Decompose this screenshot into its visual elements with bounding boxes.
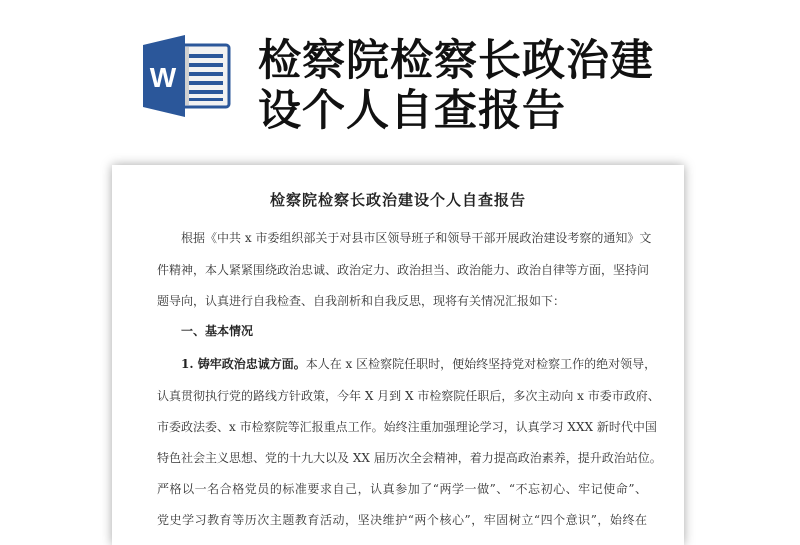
document-page [112, 165, 684, 545]
section-heading: 一、基本情况 [181, 324, 254, 338]
page-title-line-1: 检察院检察长政治建 [258, 36, 654, 86]
paragraph-line: 认真贯彻执行党的路线方针政策，今年 X 月到 X 市检察院任职后，多次主动向 x 市委市政府、 [157, 389, 660, 403]
paragraph-line: 根据《中共 x 市委组织部关于对县市区领导班子和领导干部开展政治建设考察的通知》文 [181, 231, 652, 245]
paragraph-line: 件精神，本人紧紧围绕政治忠诚、政治定力、政治担当、政治能力、政治自律等方面，坚持问 [157, 263, 650, 277]
paragraph-line: 市委政法委、x 市检察院等汇报重点工作。始终注重加强理论学习，认真学习 XXX 新时代中国 [157, 420, 657, 434]
svg-text:W: W [149, 62, 177, 93]
page-title-line-2: 设个人自查报告 [258, 86, 566, 136]
paragraph-line: 题导向，认真进行自我检查、自我剖析和自我反思，现将有关情况汇报如下： [157, 294, 566, 308]
word-icon [143, 35, 231, 117]
paragraph-line: 特色社会主义思想、党的十九大以及 XX 届历次全会精神，着力提高政治素养，提升政治站位。 [157, 451, 662, 465]
paragraph-line [181, 355, 657, 373]
subsection-heading: 1. 铸牢政治忠诚方面。 [181, 357, 306, 371]
page-title [258, 36, 718, 136]
paragraph-line: 严格以一名合格党员的标准要求自己，认真参加了“两学一做”、“不忘初心、牢记使命”、 [157, 482, 647, 496]
document-title: 检察院检察长政治建设个人自查报告 [269, 191, 526, 209]
paragraph-line: 党史学习教育等历次主题教育活动，坚决维护“两个核心”，牢固树立“四个意识”，始终在 [157, 513, 647, 527]
paragraph-text: 本人在 x 区检察院任职时，便始终坚持党对检察工作的绝对领导， [305, 357, 657, 371]
